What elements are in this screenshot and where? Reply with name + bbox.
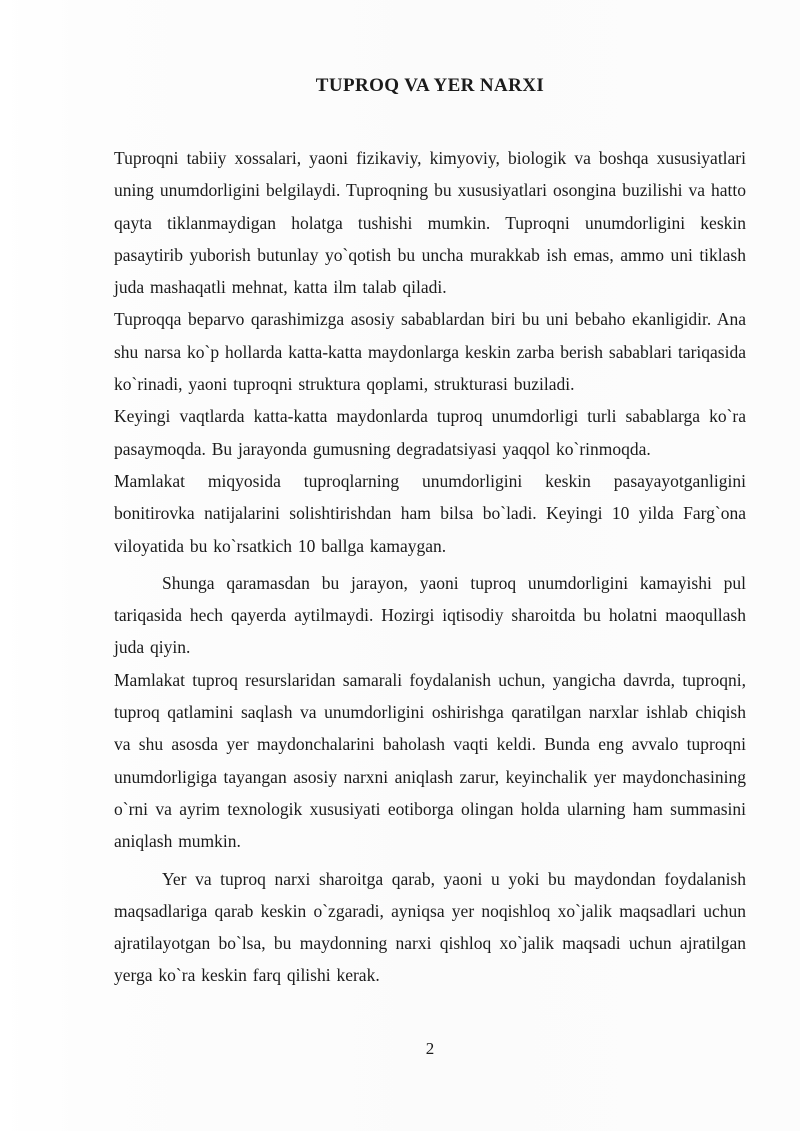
document-body (114, 142, 746, 992)
paragraph: Keyingi vaqtlarda katta-katta maydonlarda tuproq unumdorligi turli sabablarga ko`ra pasaymoqda. Bu jarayonda gumusning degradatsiyasi yaqqol ko`rinmoqda. (114, 406, 746, 459)
paragraph: Mamlakat miqyosida tuproqlarning unumdorligini keskin pasayayotganligini bonitirovka natijalarini solishtirishdan ham bilsa bo`ladi. Keyingi 10 yilda Farg`ona viloyatida bu ko`rsatkich 10 ballga kamaygan. (114, 470, 746, 556)
paragraph: Tuproqqa beparvo qarashimizga asosiy sabablardan biri bu uni bebaho ekanligidir. Ana shu narsa ko`p hollarda katta-katta maydonlarga keskin zarba berish sabablari tariqasida ko`rinadi, yaoni tuproqni struktura qoplami, strukturasi buziladi. (114, 309, 746, 395)
paragraph: Yer va tuproq narxi sharoitga qarab, yaoni u yoki bu maydondan foydalanish maqsadlariga qarab keskin o`zgaradi, ayniqsa yer noqishloq xo`jalik maqsadlari uchun ajratilayotgan bo`lsa, bu maydonning narxi qishloq xo`jalik maqsadi uchun ajratilgan yerga ko`ra keskin farq qilishi kerak. (114, 868, 746, 986)
document-title: TUPROQ VA YER NARXI (315, 75, 545, 96)
paragraph: Mamlakat tuproq resurslaridan samarali foydalanish uchun, yangicha davrda, tuproqni, tuproq qatlamini saqlash va unumdorligini oshirishga qaratilgan narxlar ishlab chiqish va shu asosda yer maydonchalarini baholash vaqti keldi. Bunda eng avvalo tuproqni unumdorligiga tayangan asosiy narxni aniqlash zarur, keyinchalik yer maydonchasining o`rni va ayrim texnologik xususiyati eotiborga olingan holda ularning ham summasini aniqlash mumkin. (114, 669, 746, 852)
paragraph: Shunga qaramasdan bu jarayon, yaoni tuproq unumdorligini kamayishi pul tariqasida hech qayerda aytilmaydi. Hozirgi iqtisodiy sharoitda bu holatni maoqullash juda qiyin. (114, 572, 746, 658)
page-number: 2 (425, 1038, 435, 1058)
paragraph: Tuproqni tabiiy xossalari, yaoni fizikaviy, kimyoviy, biologik va boshqa xususiyatlari uning unumdorligini belgilaydi. Tuproqning bu xususiyatlari osongina buzilishi va hatto qayta tiklanmaydigan holatga tushishi mumkin. Tuproqni unumdorligini keskin pasaytirib yuborish butunlay yo`qotish bu uncha murakkab ish emas, ammo uni tiklash juda mashaqatli mehnat, katta ilm talab qiladi. (114, 148, 746, 298)
